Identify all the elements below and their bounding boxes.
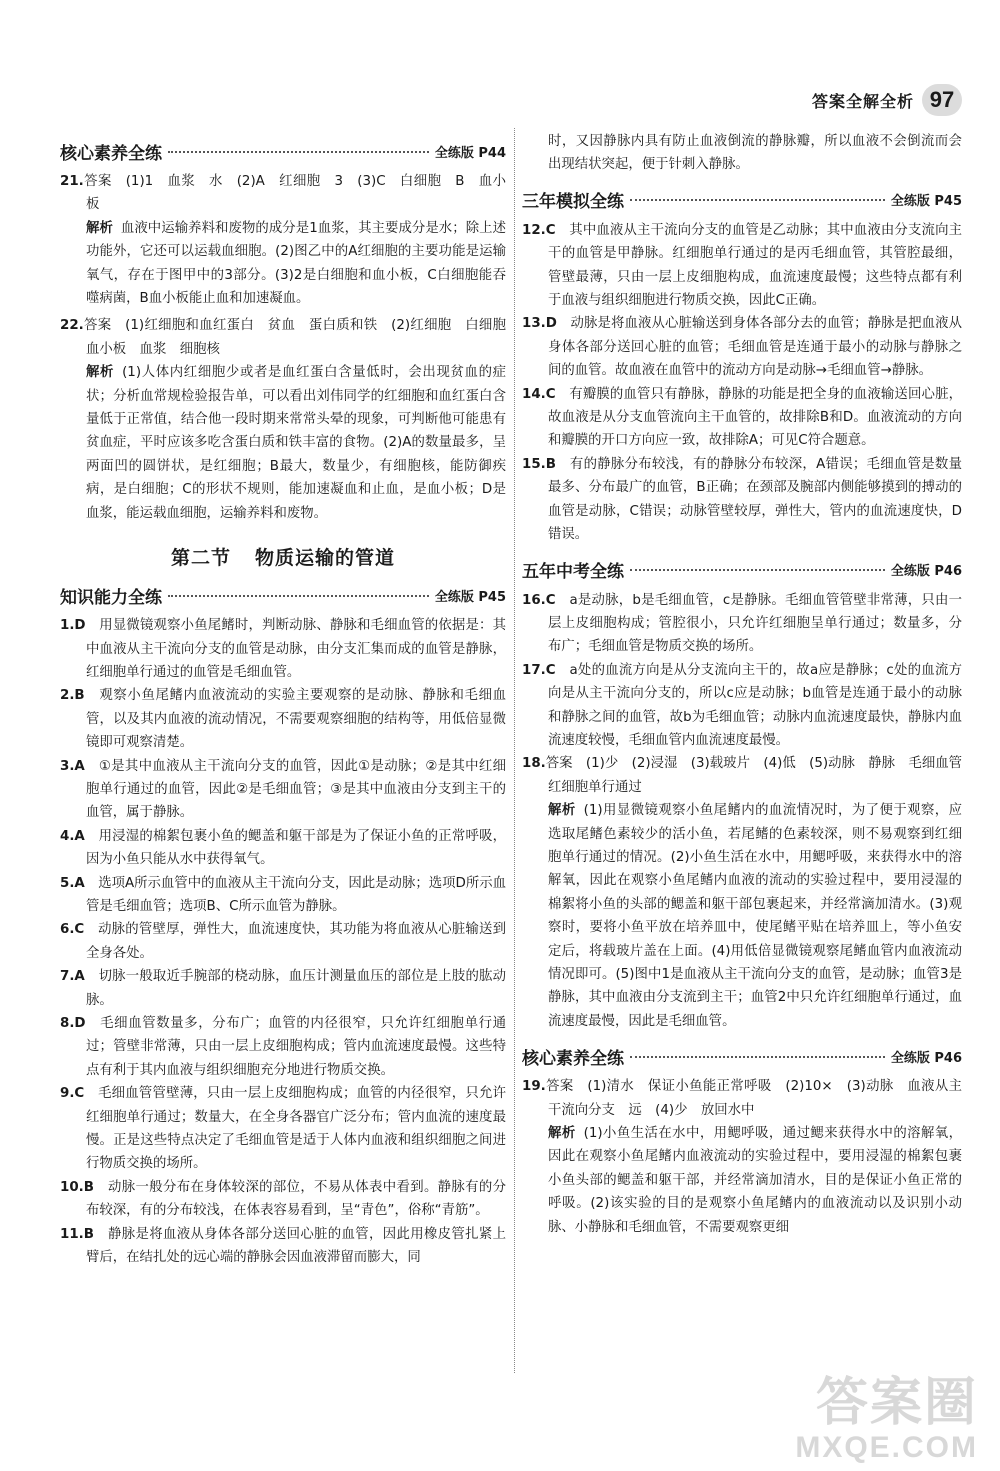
- column-divider: [514, 128, 515, 1373]
- section-title: 三年模拟全练: [522, 192, 624, 213]
- answer-text: 答案 (1)1 血浆 水 (2)A 红细胞 3 (3)C 白细胞 B 血小板: [83, 174, 506, 213]
- section-ref: 全练版 P45: [890, 194, 962, 210]
- question-number: 14.C: [522, 386, 556, 402]
- explanation-text: a是动脉，b是毛细血管，c是静脉。毛细血管管壁非常薄，只由一层上皮细胞构成；管腔很小，只允许红细胞呈单行通过；数量多，分布广；毛细血管是物质交换的场所。: [548, 592, 962, 655]
- answer-item: [60, 825, 506, 872]
- analysis-text: 血液中运输养料和废物的成分是1血浆，其主要成分是水；除上述功能外，它还可以运载血细胞。(2)图乙中的A红细胞的主要功能是运输氧气，存在于图甲中的3部分。(3)2是白细胞和血小板，C白细胞能吞噬病菌，B血小板能止血和加速凝血。: [86, 220, 506, 307]
- answer-item: [522, 383, 962, 453]
- question-21: [60, 170, 506, 310]
- chapter-heading: [60, 543, 506, 570]
- section-ref: 全练版 P46: [890, 1050, 962, 1066]
- explanation-text: 观察小鱼尾鳍内血液流动的实验主要观察的是动脉、静脉和毛细血管，以及其内血液的流动情况，不需要观察细胞的结构等，用低倍显微镜即可观察清楚。: [86, 688, 506, 751]
- explanation-text: 毛细血管数量多，分布广；血管的内径很窄，只允许红细胞单行通过；管壁非常薄，只由一层上皮细胞构成；管内血流速度最慢。这些特点有利于其内血液与组织细胞充分地进行物质交换。: [86, 1016, 506, 1078]
- watermark-logo-text: 答案圈: [815, 1374, 978, 1432]
- divider: [168, 594, 429, 597]
- question-number: 17.C: [522, 662, 556, 678]
- answer-item: [60, 684, 506, 754]
- section-header: [60, 136, 506, 166]
- analysis-label: 解析: [86, 365, 115, 381]
- divider: [630, 1055, 885, 1058]
- explanation-text: 切脉一般取近手腕部的桡动脉，血压计测量血压的部位是上肢的肱动脉。: [86, 969, 507, 1008]
- answer-item: [522, 219, 962, 313]
- divider: [630, 568, 885, 571]
- section-title: 核心素养全练: [522, 1048, 624, 1069]
- page-number: 97: [922, 84, 962, 116]
- explanation-text: a处的血流方向是从分支流向主干的，故a应是静脉；c处的血流方向是从主干流向分支的，所以c应是动脉；b血管是连通于最小的动脉和静脉之间的血管，故b为毛细血管；动脉内血流速度最快，静脉内血流速度较慢，毛细血管内血流速度最慢。: [548, 662, 962, 748]
- chapter-section: 第二节: [170, 547, 231, 570]
- explanation-text: 动脉的管壁厚，弹性大，血流速度快，其功能为将血液从心脏输送到全身各处。: [86, 922, 507, 961]
- answer-item: [522, 589, 962, 659]
- explanation-text: 有瓣膜的血管只有静脉，静脉的功能是把全身的血液输送回心脏，故血液是从分支血管流向主干血管的，故排除B和D。血液流动的方向和瓣膜的开口方向应一致，故排除A；可见C符合题意。: [548, 386, 963, 449]
- question-number: 5.A: [60, 875, 85, 891]
- question-number: 18.: [522, 756, 546, 772]
- answer-item: [60, 755, 506, 825]
- question-number: 2.B: [60, 688, 85, 704]
- question-number: 6.C: [60, 922, 85, 938]
- question-number: 21.: [60, 174, 84, 189]
- divider: [168, 150, 429, 153]
- watermark-url: MXQE.COM: [795, 1431, 978, 1464]
- section-title: 知识能力全练: [60, 587, 162, 608]
- section-ref: 全练版 P45: [434, 589, 506, 605]
- explanation-text: 其中血液从主干流向分支的血管是乙动脉；其中血液由分支流向主干的血管是甲静脉。红细胞单行通过的是丙毛细血管，其管腔最细，管壁最薄，只由一层上皮细胞构成，血流速度最慢；这些特点都有利于血液与组织细胞进行物质交换，因此C正确。: [548, 222, 963, 309]
- section-header: [522, 185, 962, 215]
- answer-item: [60, 918, 506, 965]
- question-number: 16.C: [522, 592, 556, 608]
- left-column: [60, 128, 520, 1269]
- question-number: 12.C: [522, 222, 556, 238]
- question-number: 15.B: [522, 456, 556, 472]
- question-number: 1.D: [60, 618, 86, 634]
- question-number: 4.A: [60, 828, 85, 844]
- answer-item: [60, 965, 506, 1012]
- section-header: [60, 580, 506, 610]
- chapter-title: 物质运输的管道: [255, 547, 396, 570]
- explanation-text: 时，又因静脉内具有防止血液倒流的静脉瓣，所以血液不会倒流而会出现结状突起，便于针刺入静脉。: [548, 134, 962, 173]
- answer-item: [60, 1223, 506, 1270]
- analysis-label: 解析: [86, 220, 113, 236]
- section-ref: 全练版 P44: [434, 145, 506, 161]
- explanation-text: 动脉一般分布在身体较深的部位，不易从体表中看到。静脉有的分布较深，有的分布较浅，在体表容易看到，呈“青色”，俗称“青筋”。: [86, 1179, 507, 1219]
- answer-item: [60, 872, 506, 919]
- explanation-text: 选项A所示血管中的血液从主干流向分支，因此是动脉；选项D所示血管是毛细血管；选项B、C所示血管为静脉。: [86, 875, 506, 914]
- right-column: [522, 128, 976, 1239]
- question-number: 3.A: [60, 758, 85, 774]
- page-header: [812, 84, 962, 116]
- explanation-text: 有的静脉分布较浅，有的静脉分布较深，A错误；毛细血管是数量最多、分布最广的血管，B正确；在颈部及腕部内侧能够摸到的搏动的血管是动脉，C错误；动脉管壁较厚，弹性大，管内的血流速度快，D错误。: [548, 456, 962, 543]
- answer-item: [522, 453, 962, 547]
- section-header: [522, 1041, 962, 1071]
- question-number: 8.D: [60, 1016, 86, 1031]
- question-number: 9.C: [60, 1086, 85, 1102]
- question-number: 13.D: [522, 316, 557, 332]
- explanation-text: 用显微镜观察小鱼尾鳍时，判断动脉、静脉和毛细血管的依据是：其中血液从主干流向分支的血管是动脉，由分支汇集而成的血管是静脉，红细胞单行通过的血管是毛细血管。: [86, 618, 507, 680]
- question-18: [522, 752, 976, 1033]
- answer-item: [522, 659, 962, 753]
- analysis-text: (1)人体内红细胞少或者是血红蛋白含量低时，会出现贫血的症状；分析血常规检验报告单，可以看出刘伟同学的红细胞和血红蛋白含量低于正常值，结合他一段时期来常常头晕的现象，可判断他可能患有贫血症，平时应该多吃含蛋白质和铁丰富的食物。(2)A的数量最多，呈两面凹的圆饼状，是红细胞；B最大，数量少，有细胞核，能防御疾病，是白细胞；C的形状不规则，能加速凝血和止血，是血小板；D是血浆，能运载血细胞，运输养料和废物。: [86, 365, 507, 521]
- section-title: 核心素养全练: [60, 143, 162, 164]
- question-number: 11.B: [60, 1226, 94, 1242]
- section-ref: 全练版 P46: [890, 564, 962, 579]
- explanation-text: 毛细血管管壁薄，只由一层上皮细胞构成；血管的内径很窄，只允许红细胞单行通过；数量大，在全身各器官广泛分布；管内血流的速度最慢。正是这些特点决定了毛细血管是适于人体内血液和组织细胞之间进行物质交换的场所。: [86, 1086, 507, 1172]
- question-number: 10.B: [60, 1179, 94, 1195]
- analysis-label: 解析: [548, 803, 576, 819]
- explanation-text: 动脉是将血液从心脏输送到身体各部分去的血管；静脉是把血液从身体各部分送回心脏的血管；毛细血管是连通于最小的动脉与静脉之间的血管。故血液在血管中的流动方向是动脉→毛细血管→静脉。: [548, 316, 963, 379]
- analysis-text: (1)小鱼生活在水中，用鳃呼吸，通过鳃来获得水中的溶解氧，因此在观察小鱼尾鳍内血液流动的实验过程中，要用浸湿的棉絮包裹小鱼头部的鳃盖和躯干部，并经常滴加清水，目的是保证小鱼正常的呼吸。(2)该实验的目的是观察小鱼尾鳍内的血液流动以及识别小动脉、小静脉和毛细血管，不需要观察更细: [548, 1126, 963, 1235]
- answer-item: [60, 1176, 506, 1223]
- section-title: 五年中考全练: [522, 562, 624, 582]
- answer-item: [60, 614, 506, 684]
- answer-text: 答案 (1)红细胞和血红蛋白 贫血 蛋白质和铁 (2)红细胞 白细胞 血小板 血浆 细胞核: [83, 318, 520, 357]
- explanation-text: 静脉是将血液从身体各部分送回心脏的血管，因此用橡皮管扎紧上臂后，在结扎处的远心端的静脉会因血液滞留而膨大，同: [86, 1226, 507, 1266]
- answer-item: [60, 1082, 506, 1176]
- question-22: [60, 314, 520, 525]
- analysis-text: (1)用显微镜观察小鱼尾鳍内的血流情况时，为了便于观察，应选取尾鳍色素较少的活小鱼，若尾鳍的色素较深，则不易观察到红细胞单行通过的情况。(2)小鱼生活在水中，用鳃呼吸，来获得水中的溶解氧，因此在观察小鱼尾鳍内血液的流动的实验过程中，要用浸湿的棉絮将小鱼的头部的鳃盖和躯干部包裹起来，并经常滴加清水。(3)观察时，要将小鱼平放在培养皿中，使尾鳍平贴在培养皿上，等小鱼安定后，将载玻片盖在上面。(4)用低倍显微镜观察尾鳍血管内血液流动情况即可。(5)图中1是血液从主干流向分支的血管，是动脉；血管3是静脉，其中血液由分支流到主干；血管2中只允许红细胞单行通过，血流速度最慢，因此是毛细血管。: [548, 803, 963, 1029]
- question-number: 22.: [60, 318, 84, 334]
- section-header: [522, 555, 962, 585]
- header-title: 答案全解全析: [811, 91, 914, 111]
- divider: [630, 198, 885, 201]
- explanation-text: ①是其中血液从主干流向分支的血管，因此①是动脉；②是其中红细胞单行通过的血管，因此②是毛细血管；③是其中血液由分支到主干的血管，属于静脉。: [86, 758, 507, 821]
- explanation-text: 用浸湿的棉絮包裹小鱼的鳃盖和躯干部是为了保证小鱼的正常呼吸，因为小鱼只能从水中获得氧气。: [86, 828, 507, 868]
- question-19: [522, 1075, 962, 1239]
- answer-item: [522, 312, 962, 382]
- question-number: 7.A: [60, 969, 85, 985]
- answer-text: 答案 (1)少 (2)浸湿 (3)载玻片 (4)低 (5)动脉 静脉 毛细血管 红细胞单行通过: [545, 756, 976, 795]
- continuation-text: [522, 130, 962, 177]
- answer-item: [60, 1012, 506, 1082]
- answer-text: 答案 (1)清水 保证小鱼能正常呼吸 (2)10× (3)动脉 血液从主干流向分支 远 (4)少 放回水中: [545, 1079, 962, 1118]
- analysis-label: 解析: [548, 1126, 576, 1142]
- question-number: 19.: [522, 1079, 546, 1095]
- watermark: [795, 1375, 978, 1465]
